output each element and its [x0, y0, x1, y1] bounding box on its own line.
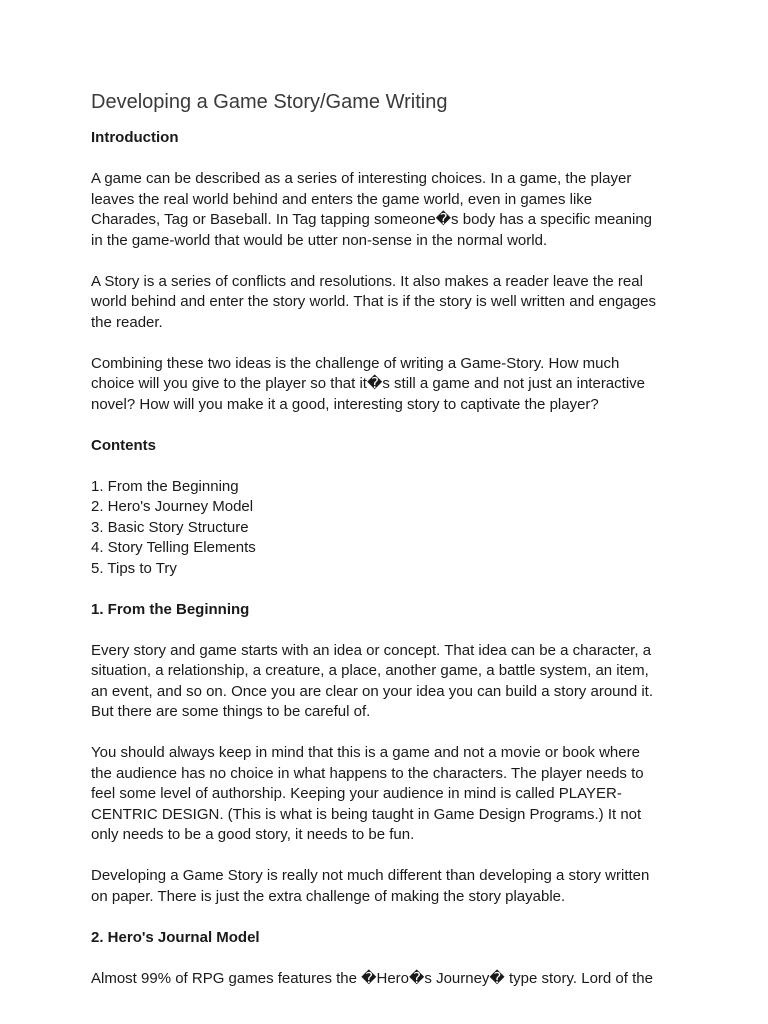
text-line: leaves the real world behind and enters the game world, even in games like [91, 190, 593, 208]
text-line: choice will you give to the player so that it�s still a game and not just an interactive [91, 375, 645, 392]
text-line: only needs to be a good story, it needs to be fun. [91, 826, 415, 843]
text-line: an event, and so on. Once you are clear on your idea you can build a story around it. [91, 682, 654, 700]
section-2-heading: 2. Hero's Journal Model [91, 928, 260, 946]
contents-list [91, 477, 688, 580]
text-line: world behind and enter the story world. That is if the story is well written and engages [91, 293, 657, 310]
text-line: A Story is a series of conflicts and resolutions. It also makes a reader leave the real [91, 272, 643, 290]
text-line: novel? How will you make it a good, interesting story to captivate the player? [91, 395, 599, 413]
section-2-paragraph-1 [91, 969, 688, 990]
text-line: Combining these two ideas is the challenge of writing a Game-Story. How much [91, 354, 620, 372]
text-line: on paper. There is just the extra challenge of making the story playable. [91, 887, 566, 905]
text-line: the audience has no choice in what happens to the characters. The player needs to [91, 764, 644, 782]
intro-paragraph-2 [91, 272, 688, 334]
contents-item: 4. Story Telling Elements [91, 539, 256, 556]
contents-item: 5. Tips to Try [91, 559, 177, 577]
text-line: But there are some things to be careful of. [91, 703, 371, 720]
text-line: in the game-world that would be utter non-sense in the normal world. [91, 231, 548, 249]
introduction-heading: Introduction [91, 129, 179, 146]
text-line: feel some level of authorship. Keeping your audience in mind is called PLAYER- [91, 785, 622, 802]
text-line: Almost 99% of RPG games features the �Hero�s Journey� type story. Lord of the [91, 969, 653, 987]
text-line: Developing a Game Story is really not much different than developing a story written [91, 867, 650, 884]
text-line: Every story and game starts with an idea or concept. That idea can be a character, a [91, 641, 652, 659]
contents-heading: Contents [91, 436, 156, 454]
document-title: Developing a Game Story/Game Writing [91, 91, 448, 113]
contents-item: 2. Hero's Journey Model [91, 498, 254, 515]
text-line: A game can be described as a series of interesting choices. In a game, the player [91, 170, 632, 187]
text-line: situation, a relationship, a creature, a place, another game, a battle system, an item, [91, 662, 649, 679]
intro-paragraph-1 [91, 169, 688, 251]
contents-item: 3. Basic Story Structure [91, 518, 249, 536]
intro-paragraph-3 [91, 354, 688, 416]
section-1-heading: 1. From the Beginning [91, 600, 250, 618]
text-line: the reader. [91, 313, 163, 331]
contents-item: 1. From the Beginning [91, 477, 239, 495]
section-1-paragraph-2 [91, 743, 688, 846]
section-1-paragraph-1 [91, 641, 688, 723]
text-line: Charades, Tag or Baseball. In Tag tapping someone�s body has a specific meaning [91, 211, 653, 228]
text-line: CENTRIC DESIGN. (This is what is being taught in Game Design Programs.) It not [91, 805, 642, 823]
text-line: You should always keep in mind that this is a game and not a movie or book where [91, 744, 640, 761]
section-1-paragraph-3 [91, 866, 688, 907]
